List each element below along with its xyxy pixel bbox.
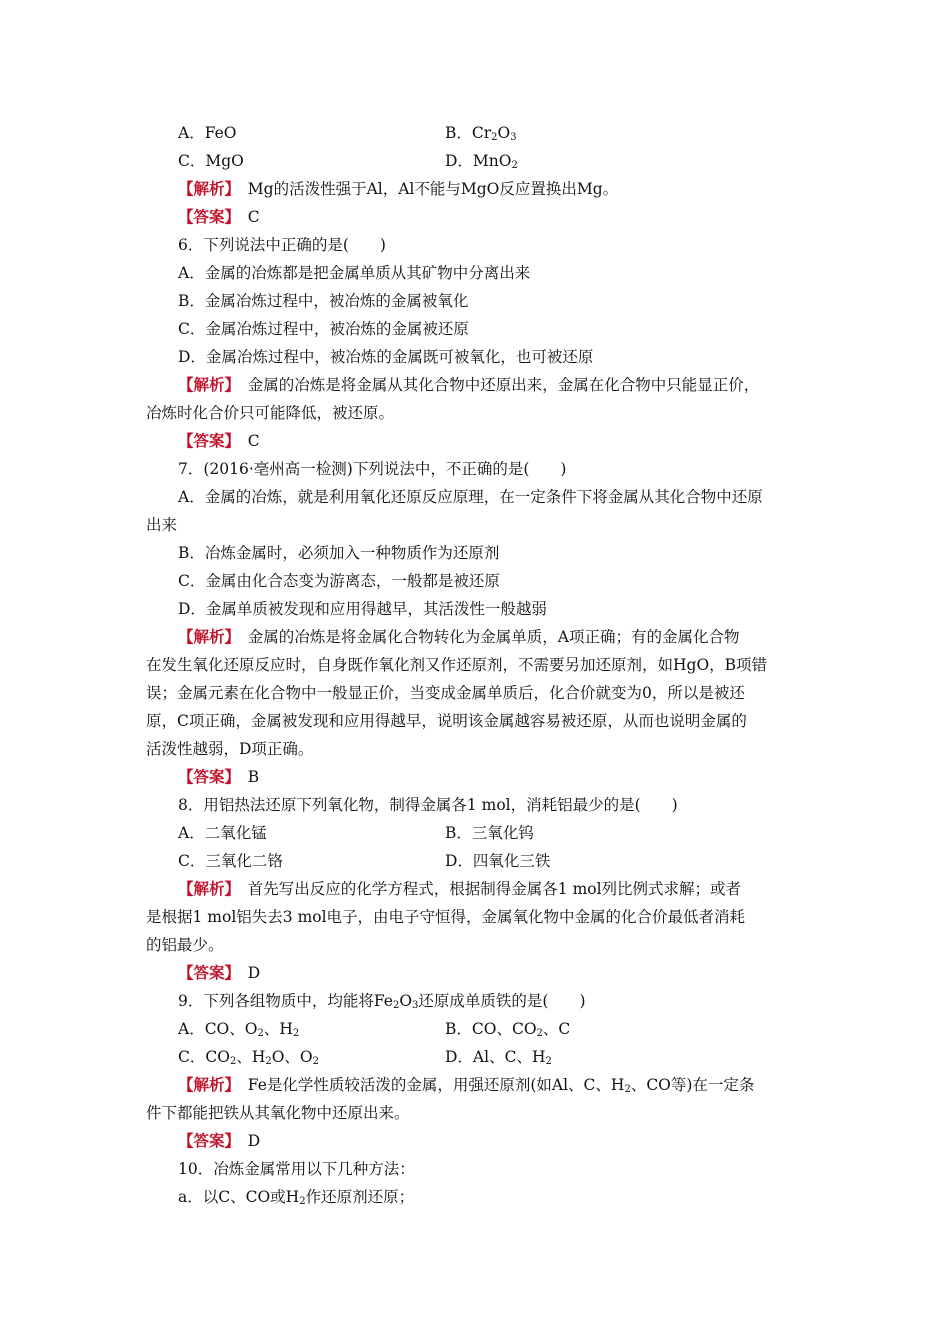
text: 、H (263, 1020, 293, 1038)
q9-option-b (445, 1019, 570, 1044)
q7-answer (178, 767, 259, 787)
answer-text: D (247, 1132, 261, 1150)
analysis-text: 、CO等)在一定条 (630, 1076, 755, 1094)
q9-answer (178, 1131, 260, 1151)
q7-analysis (178, 627, 739, 647)
q5-option-a (178, 123, 236, 143)
text: 、C (542, 1020, 571, 1038)
q5-option-b (445, 123, 517, 148)
text: O、O (271, 1048, 313, 1066)
q8-option-d: D．四氧化三铁 (445, 852, 551, 870)
subscript: 2 (511, 160, 518, 171)
analysis-text: Fe是化学性质较活泼的金属，用强还原剂(如Al、C、H (247, 1076, 625, 1094)
analysis-tag: 【解析】 (178, 1075, 233, 1094)
q9-stem (178, 991, 586, 1016)
text: 还原成单质铁的是( ) (418, 992, 586, 1010)
q9-option-d (445, 1047, 552, 1072)
q7-analysis-cont: 原，C项正确，金属被发现和应用得越早，说明该金属越容易被还原，从而也说明金属的 (146, 712, 747, 730)
analysis-tag: 【解析】 (178, 627, 233, 646)
q7-analysis-cont: 误；金属元素在化合物中一般显正价，当变成金属单质后，化合价就变为0，所以是被还 (146, 684, 745, 702)
analysis-tag: 【解析】 (178, 375, 233, 394)
q8-stem: 8．用铝热法还原下列氧化物，制得金属各1 mol，消耗铝最少的是( ) (178, 796, 678, 814)
answer-text: B (247, 768, 260, 786)
subscript: 2 (292, 1028, 300, 1039)
analysis-text: Mg的活泼性强于Al，Al不能与MgO反应置换出Mg。 (247, 180, 619, 198)
analysis-text: 首先写出反应的化学方程式，根据制得金属各1 mol列比例式求解；或者 (247, 880, 742, 898)
q7-stem: 7．(2016·亳州高一检测)下列说法中，不正确的是( ) (178, 460, 567, 478)
q9-analysis (178, 1075, 754, 1100)
q8-option-a: A．二氧化锰 (178, 824, 267, 842)
q9-analysis-cont: 件下都能把铁从其氧化物中还原出来。 (146, 1104, 410, 1122)
text: O (497, 124, 511, 142)
q6-analysis (178, 375, 759, 395)
subscript: 2 (299, 1196, 306, 1207)
q7-option-d: D．金属单质被发现和应用得越早，其活泼性一般越弱 (178, 600, 547, 618)
analysis-text: 金属的冶炼是将金属化合物转化为金属单质，A项正确；有的金属化合物 (247, 628, 740, 646)
q6-answer (178, 431, 260, 451)
q5-answer (178, 207, 260, 227)
subscript: 2 (229, 1056, 237, 1067)
q7-analysis-cont: 在发生氧化还原反应时，自身既作氧化剂又作还原剂，不需要另加还原剂，如HgO，B项错 (146, 656, 768, 674)
answer-text: D (247, 964, 261, 982)
q7-option-b: B．冶炼金属时，必须加入一种物质作为还原剂 (178, 544, 500, 562)
q8-analysis (178, 879, 741, 899)
q10-item-a (178, 1187, 414, 1212)
subscript: 2 (536, 1028, 543, 1039)
subscript: 3 (510, 132, 517, 143)
answer-tag: 【答案】 (178, 767, 233, 786)
text: a．以C、CO或H (178, 1188, 300, 1206)
answer-tag: 【答案】 (178, 431, 233, 450)
text: B．Cr (445, 124, 492, 142)
q6-option-c: C．金属冶炼过程中，被冶炼的金属被还原 (178, 320, 469, 338)
text: B．CO、CO (445, 1020, 537, 1038)
q7-option-c: C．金属由化合态变为游离态，一般都是被还原 (178, 572, 500, 590)
answer-tag: 【答案】 (178, 1131, 233, 1150)
answer-text: C (247, 432, 260, 450)
text: 作还原剂还原； (305, 1188, 415, 1206)
q5-option-d (445, 151, 518, 176)
q8-answer (178, 963, 260, 983)
subscript: 2 (545, 1056, 552, 1067)
subscript: 2 (392, 1000, 400, 1011)
q5-option-c (178, 151, 244, 171)
text: D．Al、C、H (445, 1048, 546, 1066)
q9-option-a (178, 1019, 299, 1044)
q5-option-c-text: C．MgO (178, 152, 244, 170)
text: A．CO、O (178, 1020, 258, 1038)
text: O (399, 992, 413, 1010)
q8-analysis-cont: 的铝最少。 (146, 936, 224, 954)
text: 、H (236, 1048, 266, 1066)
text: D．MnO (445, 152, 512, 170)
answer-tag: 【答案】 (178, 207, 233, 226)
analysis-text: 金属的冶炼是将金属从其化合物中还原出来，金属在化合物中只能显正价， (247, 376, 760, 394)
analysis-tag: 【解析】 (178, 179, 233, 198)
q8-option-b: B．三氧化钨 (445, 824, 534, 842)
answer-text: C (247, 208, 260, 226)
text: C．CO (178, 1048, 230, 1066)
q7-analysis-cont: 活泼性越弱，D项正确。 (146, 740, 314, 758)
analysis-tag: 【解析】 (178, 879, 233, 898)
subscript: 2 (624, 1084, 631, 1095)
q9-option-c (178, 1047, 319, 1072)
q6-analysis-cont: 冶炼时化合价只可能降低，被还原。 (146, 404, 395, 422)
q6-option-a: A．金属的冶炼都是把金属单质从其矿物中分离出来 (178, 264, 531, 282)
subscript: 2 (491, 132, 498, 143)
q6-option-d: D．金属冶炼过程中，被冶炼的金属既可被氧化，也可被还原 (178, 348, 594, 366)
q5-analysis (178, 179, 618, 199)
q6-stem: 6．下列说法中正确的是( ) (178, 236, 386, 254)
subscript: 2 (257, 1028, 264, 1039)
q5-option-a-text: A．FeO (178, 124, 237, 142)
subscript: 2 (312, 1056, 320, 1067)
q6-option-b: B．金属冶炼过程中，被冶炼的金属被氧化 (178, 292, 469, 310)
subscript: 2 (265, 1056, 272, 1067)
q8-analysis-cont: 是根据1 mol铝失去3 mol电子，由电子守恒得，金属氧化物中金属的化合价最低者消耗 (146, 908, 746, 926)
answer-tag: 【答案】 (178, 963, 233, 982)
subscript: 3 (412, 1000, 419, 1011)
q8-option-c: C．三氧化二铬 (178, 852, 283, 870)
q7-option-a-cont: 出来 (146, 516, 178, 534)
q10-stem: 10．冶炼金属常用以下几种方法： (178, 1160, 415, 1178)
q7-option-a: A．金属的冶炼，就是利用氧化还原反应原理，在一定条件下将金属从其化合物中还原 (178, 488, 763, 506)
text: 9．下列各组物质中，均能将Fe (178, 992, 393, 1010)
